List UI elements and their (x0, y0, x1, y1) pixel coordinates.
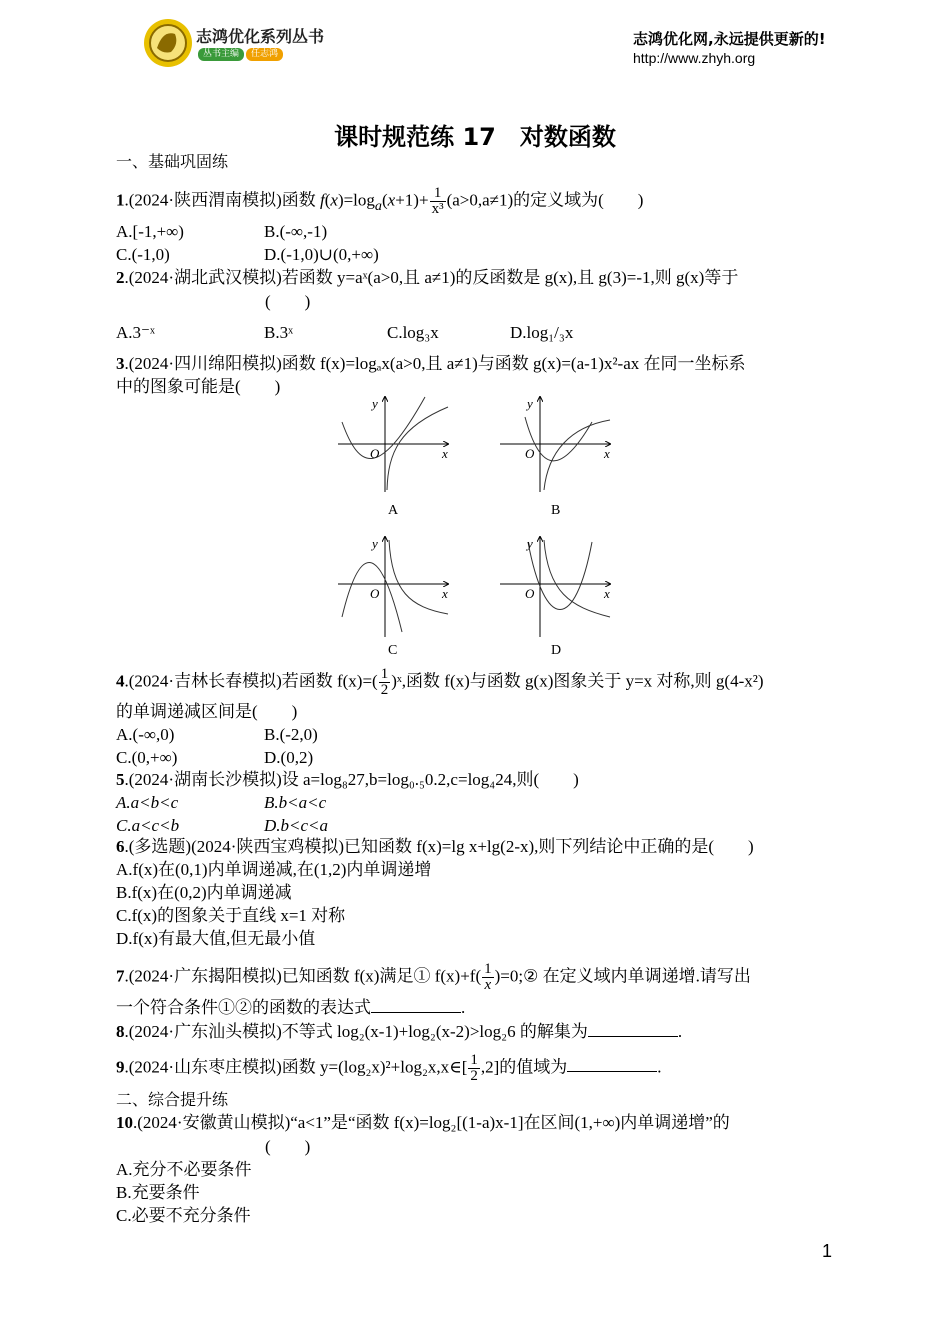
svg-text:x: x (442, 446, 448, 461)
q4-line2: 的单调递减区间是( ) (116, 702, 298, 721)
svg-text:A: A (388, 503, 399, 518)
answer-blank[interactable] (588, 1022, 678, 1037)
series-title: 志鸿优化系列丛书 (196, 27, 325, 46)
question-7: 7.(2024·广东揭阳模拟)已知函数 f(x)满足① f(x)+f( $\frac{1}{x}$ )=0;② 在定义域内单调递增.请写出 (116, 961, 751, 993)
site-url[interactable]: http://www.zhyh.org (633, 50, 756, 66)
q3-graphs (330, 392, 630, 662)
svg-text:x: x (604, 446, 610, 461)
q6-option-b[interactable]: B.f(x)在(0,2)内单调递减 (116, 883, 292, 902)
svg-text:C: C (388, 643, 398, 658)
svg-text:x: x (442, 586, 448, 601)
question-9: 9.(2024·山东枣庄模拟)函数 y=(log₂x)²+log₂x,x∈[ $\frac{1}{2}$ ,2]的值域为 . (116, 1052, 662, 1084)
graph-c[interactable] (338, 536, 448, 658)
slogan: 志鸿优化网,永远提供更新的! (633, 30, 826, 48)
q1-options: A.[-1,+∞) B.(-∞,-1) C.(-1,0) D.(-1,0)∪(0,+∞) (116, 222, 379, 264)
svg-text:O: O (370, 586, 380, 601)
question-6: 6.(多选题)(2024·陕西宝鸡模拟)已知函数 f(x)=lg x+lg(2-x),则下列结论中正确的是( ) (116, 837, 754, 856)
svg-text:O: O (525, 446, 535, 461)
svg-text:B: B (551, 503, 561, 518)
page-title: 课时规范练 17 对数函数 (334, 123, 616, 151)
question-3: 3.(2024·四川绵阳模拟)函数 f(x)=logₐx(a>0,且 a≠1)与函数 g(x)=(a-1)x²-ax 在同一坐标系 (116, 354, 746, 373)
answer-blank[interactable] (371, 998, 461, 1013)
page-number: 1 (822, 1241, 833, 1261)
question-10: 10.(2024·安徽黄山模拟)“a<1”是“函数 f(x)=log₂[(1-a)x-1]在区间(1,+∞)内单调递增”的 (116, 1113, 730, 1132)
svg-text:y: y (527, 536, 533, 551)
q10-option-a[interactable]: A.充分不必要条件 (116, 1160, 252, 1179)
question-2: 2.(2024·湖北武汉模拟)若函数 y=aˣ(a>0,且 a≠1)的反函数是 g(x),且 g(3)=-1,则 g(x)等于 (116, 268, 739, 287)
q6-option-a[interactable]: A.f(x)在(0,1)内单调递减,在(1,2)内单调递增 (116, 860, 432, 879)
q3-line2: 中的图象可能是( ) (116, 377, 281, 396)
question-8: 8.(2024·广东汕头模拟)不等式 log₂(x-1)+log₂(x-2)>log₂6 的解集为 . (116, 1022, 683, 1041)
svg-text:O: O (525, 586, 535, 601)
q10-option-b[interactable]: B.充要条件 (116, 1183, 200, 1202)
badge-right: 任志鸿 (246, 48, 283, 61)
svg-text:y: y (372, 396, 378, 411)
question-1: 1.(2024·陕西渭南模拟)函数 $f(x)=\log_a(x+1)+$ $\frac{1}{\text{x³}}$ (a>0,a≠1)的定义域为( ) (116, 185, 644, 217)
svg-text:D: D (551, 643, 562, 658)
answer-blank[interactable] (567, 1057, 657, 1072)
section-comprehensive: 二、综合提升练 (116, 1090, 229, 1109)
q7-line2: 一个符合条件①②的函数的表达式 . (116, 998, 466, 1017)
q10-option-c[interactable]: C.必要不充分条件 (116, 1206, 251, 1225)
graph-a[interactable] (338, 396, 448, 518)
graph-b[interactable] (500, 396, 610, 518)
q6-option-d[interactable]: D.f(x)有最大值,但无最小值 (116, 929, 316, 948)
section-basic: 一、基础巩固练 (116, 152, 229, 171)
q5-options: A.a<b<c B.b<a<c C.a<c<b D.b<c<a (116, 793, 329, 835)
svg-text:x: x (604, 586, 610, 601)
svg-text:y: y (372, 536, 378, 551)
svg-text:y: y (527, 396, 533, 411)
fraction: $\frac{1}{\text{x³}}$ (431, 185, 444, 217)
q2-options: A.3⁻ˣ B.3ˣ C.log₃x D.log₁/₃x (116, 323, 574, 342)
q10-paren: ( ) (265, 1137, 311, 1156)
q6-option-c[interactable]: C.f(x)的图象关于直线 x=1 对称 (116, 906, 346, 925)
badge-left: 丛书主编 (198, 48, 244, 61)
svg-text:O: O (370, 446, 380, 461)
question-5: 5.(2024·湖南长沙模拟)设 a=log₈27,b=log₀.₅0.2,c=log₄24,则( ) (116, 770, 579, 789)
q2-paren: ( ) (265, 292, 311, 311)
editor-badge (198, 48, 283, 61)
question-4: 4.(2024·吉林长春模拟)若函数 f(x)=( $\frac{1}{2}$ )ˣ,函数 f(x)与函数 g(x)图象关于 y=x 对称,则 g(4-x²) (116, 666, 764, 698)
publisher-logo (143, 18, 193, 68)
q4-options: A.(-∞,0) B.(-2,0) C.(0,+∞) D.(0,2) (116, 725, 318, 767)
graph-d[interactable] (500, 536, 610, 658)
